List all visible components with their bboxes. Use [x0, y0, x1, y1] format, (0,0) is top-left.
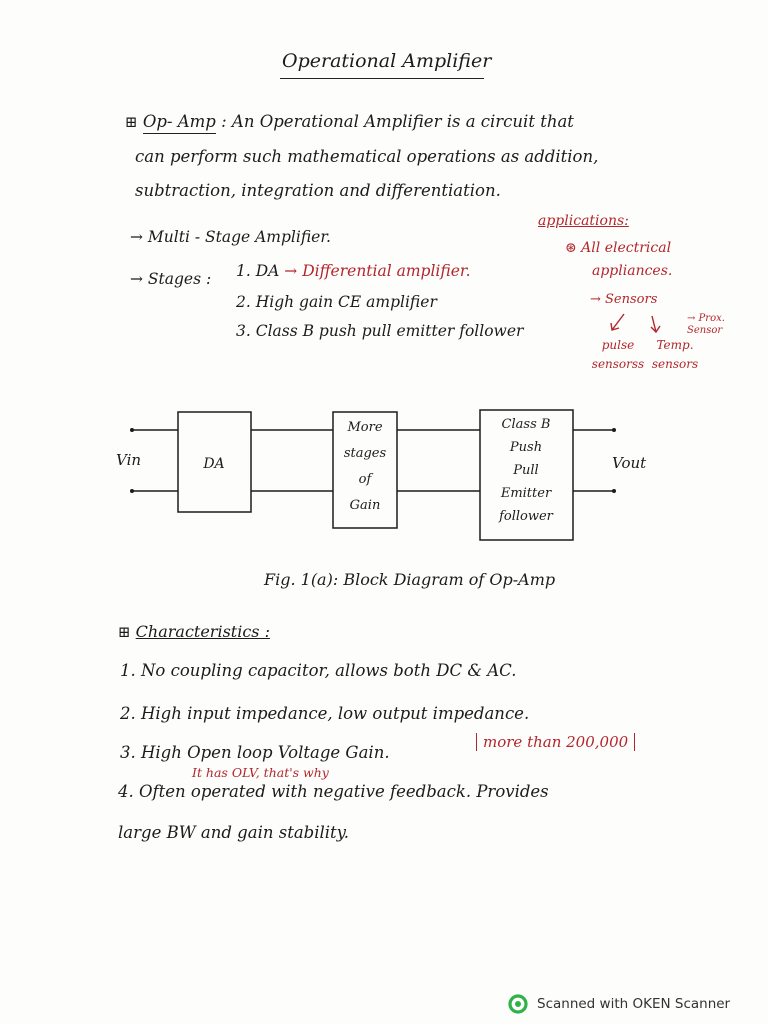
characteristics-heading: Characteristics :: [135, 622, 270, 641]
opamp-definition-line-1: [125, 112, 574, 131]
sensors-label: → Sensors: [590, 292, 658, 307]
application-item-1-cont: appliances.: [592, 263, 673, 279]
scanner-footer: [508, 994, 730, 1014]
olv-note: It has OLV, that's why: [192, 765, 329, 780]
prox-sensor-label: → Prox. Sensor: [687, 313, 725, 336]
application-item-1: ⊛ All electrical: [565, 240, 672, 256]
applications-heading: applications:: [538, 213, 629, 229]
box-bullet-icon: ⊞: [118, 623, 131, 641]
class-b-label-line-2: Push: [509, 440, 543, 455]
footer-text: Scanned with OKEN Scanner: [537, 996, 731, 1012]
characteristic-2: 2. High input impedance, low output impedance.: [120, 704, 530, 723]
opamp-definition-line-2: can perform such mathematical operations as addition,: [135, 147, 599, 166]
gain-value-note: more than 200,000: [476, 733, 635, 751]
more-stages-label-line-4: Gain: [349, 498, 381, 513]
stages-label: → Stages :: [130, 270, 212, 288]
opamp-definition-line-3: subtraction, integration and differentiation.: [135, 181, 501, 200]
more-stages-label-line-3: of: [358, 472, 372, 487]
characteristic-1: 1. No coupling capacitor, allows both DC & AC.: [120, 661, 517, 680]
multistage-note: → Multi - Stage Amplifier.: [130, 228, 331, 246]
da-block-label: DA: [203, 456, 225, 472]
title-underline: [280, 78, 484, 79]
characteristics-heading-row: [118, 622, 270, 641]
opamp-term: Op- Amp: [143, 112, 216, 134]
characteristic-4: 4. Often operated with negative feedback. Provides: [118, 782, 549, 801]
characteristic-3: 3. High Open loop Voltage Gain.: [120, 743, 390, 762]
class-b-label-line-4: Emitter: [500, 486, 552, 501]
opamp-def-text: : An Operational Amplifier is a circuit that: [221, 112, 574, 131]
stage-item-2: 2. High gain CE amplifier: [236, 293, 437, 311]
stage-item-3: 3. Class B push pull emitter follower: [236, 322, 524, 340]
pulse-sensors-label: pulse sensorss: [591, 338, 645, 371]
figure-caption: Fig. 1(a): Block Diagram of Op-Amp: [264, 570, 556, 589]
vout-label: Vout: [612, 454, 647, 472]
oken-logo-icon: [508, 994, 528, 1014]
more-stages-label-line-2: stages: [343, 446, 387, 461]
temp-sensors-label: Temp. sensors: [651, 338, 699, 371]
class-b-label-line-1: Class B: [501, 417, 551, 432]
stage-item-1-text: 1. DA: [236, 262, 280, 280]
stage-item-1-note: → Differential amplifier.: [284, 262, 471, 280]
stage-item-1: [236, 262, 471, 280]
class-b-label-line-5: follower: [499, 509, 553, 524]
box-bullet-icon: ⊞: [125, 113, 138, 131]
more-stages-label-line-1: More: [347, 420, 383, 435]
characteristic-4-cont: large BW and gain stability.: [118, 823, 350, 842]
page-title: Operational Amplifier: [282, 50, 492, 72]
block-diagram: [0, 400, 768, 550]
class-b-label-line-3: Pull: [513, 463, 539, 478]
vin-label: Vin: [116, 451, 142, 469]
